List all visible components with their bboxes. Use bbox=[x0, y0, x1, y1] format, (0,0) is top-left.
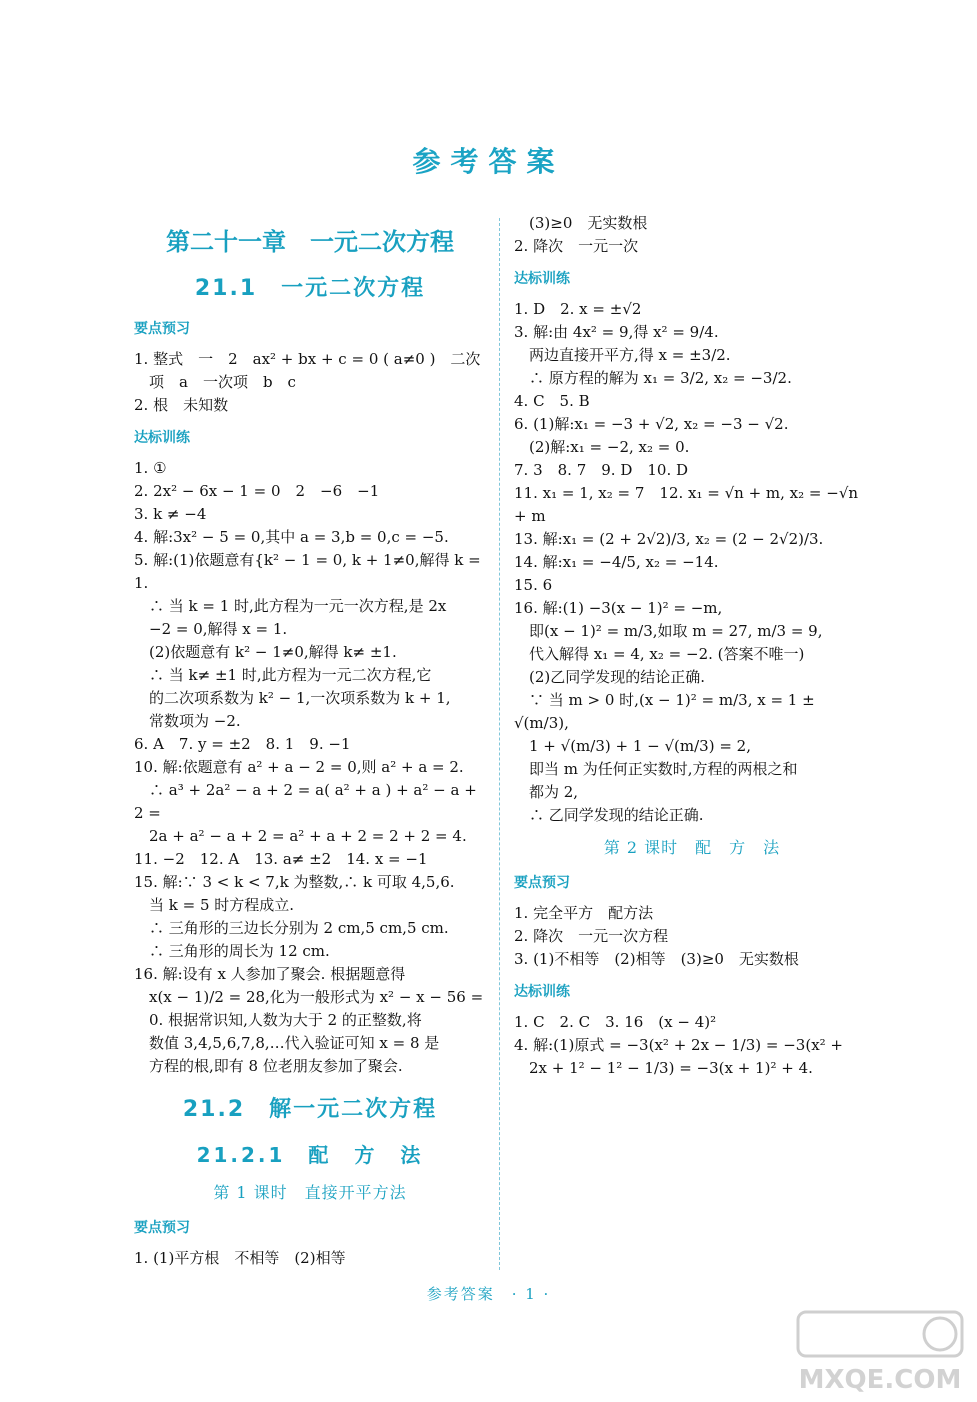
answer-line: 16. 解:设有 x 人参加了聚会. 根据题意得 bbox=[134, 965, 406, 983]
answer-line: 3. 解:由 4x² = 9,得 x² = 9/4. bbox=[514, 323, 719, 341]
answer-line: 1. C 2. C 3. 16 (x − 4)² bbox=[514, 1013, 717, 1031]
answer-line: 3. k ≠ −4 bbox=[134, 505, 207, 523]
answer-line: 方程的根,即有 8 位老朋友参加了聚会. bbox=[134, 1057, 403, 1075]
answer-line: 4. C 5. B bbox=[514, 392, 590, 410]
answer-line: 1. (1)平方根 不相等 (2)相等 bbox=[134, 1249, 346, 1267]
answer-line: 项 a 一次项 b c bbox=[134, 373, 296, 391]
answer-line: ∴ 当 k≠ ±1 时,此方程为一元二次方程,它 bbox=[134, 666, 432, 684]
answer-line: 1. 完全平方 配方法 bbox=[514, 904, 654, 922]
answer-line: 2a + a² − a + 2 = a² + a + 2 = 2 + 2 = 4. bbox=[134, 827, 467, 845]
continued-lines bbox=[514, 212, 870, 258]
answer-line: 1 + √(m/3) + 1 − √(m/3) = 2, bbox=[514, 737, 751, 755]
answer-line: (3)≥0 无实数根 bbox=[514, 214, 648, 232]
heading-training: 达标训练 bbox=[514, 984, 570, 1000]
page-title: 参考答案 bbox=[412, 145, 565, 178]
answer-line: ∴ 当 k = 1 时,此方程为一元一次方程,是 2x bbox=[134, 597, 447, 615]
answer-line: 11. −2 12. A 13. a≠ ±2 14. x = −1 bbox=[134, 850, 428, 868]
answer-line: 2. 降次 一元一次 bbox=[514, 237, 639, 255]
answer-line: 13. 解:x₁ = (2 + 2√2)/3, x₂ = (2 − 2√2)/3. bbox=[514, 530, 824, 548]
section-21-1-title: 21.1 一元二次方程 bbox=[194, 276, 426, 301]
watermark-logo bbox=[790, 1308, 970, 1398]
watermark-text: MXQE.COM bbox=[798, 1365, 962, 1395]
answer-line: 数值 3,4,5,6,7,8,…代入验证可知 x = 8 是 bbox=[134, 1034, 440, 1052]
preview-3-list bbox=[514, 902, 870, 971]
right-column bbox=[514, 212, 870, 1080]
heading-training: 达标训练 bbox=[514, 271, 570, 287]
answer-line: 6. A 7. y = ±2 8. 1 9. −1 bbox=[134, 735, 351, 753]
answer-line: (2)依题意有 k² − 1≠0,解得 k≠ ±1. bbox=[134, 643, 397, 661]
answer-line: ∴ 三角形的周长为 12 cm. bbox=[134, 942, 330, 960]
answer-line: 3. (1)不相等 (2)相等 (3)≥0 无实数根 bbox=[514, 950, 799, 968]
answer-line: ∴ 原方程的解为 x₁ = 3/2, x₂ = −3/2. bbox=[514, 369, 792, 387]
answer-line: 7. 3 8. 7 9. D 10. D bbox=[514, 461, 689, 479]
heading-preview: 要点预习 bbox=[134, 321, 190, 337]
heading-preview: 要点预习 bbox=[514, 875, 570, 891]
answer-line: 即(x − 1)² = m/3,如取 m = 27, m/3 = 9, bbox=[514, 622, 823, 640]
chapter-title: 第二十一章 一元二次方程 bbox=[166, 228, 454, 256]
lesson-1-title: 第 1 课时 直接开平方法 bbox=[213, 1183, 407, 1202]
answer-line: (2)解:x₁ = −2, x₂ = 0. bbox=[514, 438, 690, 456]
training-3-list bbox=[514, 1011, 870, 1080]
training-1-list bbox=[134, 457, 486, 1078]
answer-line: 2. 2x² − 6x − 1 = 0 2 −6 −1 bbox=[134, 482, 380, 500]
answer-line: 1. ① bbox=[134, 459, 167, 477]
answer-line: 即当 m 为任何正实数时,方程的两根之和 bbox=[514, 760, 798, 778]
subsection-21-2-1-title: 21.2.1 配 方 法 bbox=[196, 1143, 424, 1167]
answer-line: 15. 解:∵ 3 < k < 7,k 为整数,∴ k 可取 4,5,6. bbox=[134, 873, 455, 891]
answer-line: 15. 6 bbox=[514, 576, 553, 594]
training-2-list bbox=[514, 298, 870, 827]
heading-training: 达标训练 bbox=[134, 430, 190, 446]
answer-line: 6. (1)解:x₁ = −3 + √2, x₂ = −3 − √2. bbox=[514, 415, 789, 433]
answer-line: 常数项为 −2. bbox=[134, 712, 241, 730]
answer-line: ∵ 当 m > 0 时,(x − 1)² = m/3, x = 1 ± √(m/3), bbox=[514, 691, 820, 732]
answer-line: 当 k = 5 时方程成立. bbox=[134, 896, 295, 914]
answer-line: 都为 2, bbox=[514, 783, 579, 801]
answer-line: 2x + 1² − 1² − 1/3) = −3(x + 1)² + 4. bbox=[514, 1059, 813, 1077]
answer-line: 2. 降次 一元一次方程 bbox=[514, 927, 669, 945]
answer-line: 4. 解:3x² − 5 = 0,其中 a = 3,b = 0,c = −5. bbox=[134, 528, 449, 546]
answer-line: 1. 整式 一 2 ax² + bx + c = 0 ( a≠0 ) 二次 bbox=[134, 350, 481, 368]
answer-line: 4. 解:(1)原式 = −3(x² + 2x − 1/3) = −3(x² + bbox=[514, 1036, 844, 1054]
heading-preview: 要点预习 bbox=[134, 1220, 190, 1236]
preview-2-list bbox=[134, 1247, 486, 1270]
preview-1-list bbox=[134, 348, 486, 417]
answer-line: 14. 解:x₁ = −4/5, x₂ = −14. bbox=[514, 553, 719, 571]
answer-line: 代入解得 x₁ = 4, x₂ = −2. (答案不唯一) bbox=[514, 645, 805, 663]
answer-line: 两边直接开平方,得 x = ±3/2. bbox=[514, 346, 731, 364]
answer-line: 11. x₁ = 1, x₂ = 7 12. x₁ = √n + m, x₂ = −√n + m bbox=[514, 484, 863, 525]
answer-line: 1. D 2. x = ±√2 bbox=[514, 300, 642, 318]
answer-line: 0. 根据常识知,人数为大于 2 的正整数,将 bbox=[134, 1011, 422, 1029]
answer-line: 16. 解:(1) −3(x − 1)² = −m, bbox=[514, 599, 723, 617]
section-21-2-title: 21.2 解一元二次方程 bbox=[182, 1097, 438, 1122]
answer-line: 10. 解:依题意有 a² + a − 2 = 0,则 a² + a = 2. bbox=[134, 758, 464, 776]
page-footer: 参考答案 · 1 · bbox=[426, 1285, 551, 1303]
answer-line: 的二次项系数为 k² − 1,一次项系数为 k + 1, bbox=[134, 689, 451, 707]
lesson-2-title: 第 2 课时 配 方 法 bbox=[603, 838, 781, 857]
answer-line: −2 = 0,解得 x = 1. bbox=[134, 620, 288, 638]
answer-line: 5. 解:(1)依题意有{k² − 1 = 0, k + 1≠0,解得 k = 1. bbox=[134, 551, 486, 592]
column-divider bbox=[499, 218, 500, 1270]
answer-line: (2)乙同学发现的结论正确. bbox=[514, 668, 706, 686]
answer-line: ∴ 乙同学发现的结论正确. bbox=[514, 806, 704, 824]
answer-line: 2. 根 未知数 bbox=[134, 396, 229, 414]
answer-line: x(x − 1)/2 = 28,化为一般形式为 x² − x − 56 = bbox=[134, 988, 484, 1006]
answer-line: ∴ a³ + 2a² − a + 2 = a( a² + a ) + a² − a + 2 = bbox=[134, 781, 482, 822]
answer-line: ∴ 三角形的三边长分别为 2 cm,5 cm,5 cm. bbox=[134, 919, 449, 937]
left-column bbox=[134, 212, 486, 1270]
